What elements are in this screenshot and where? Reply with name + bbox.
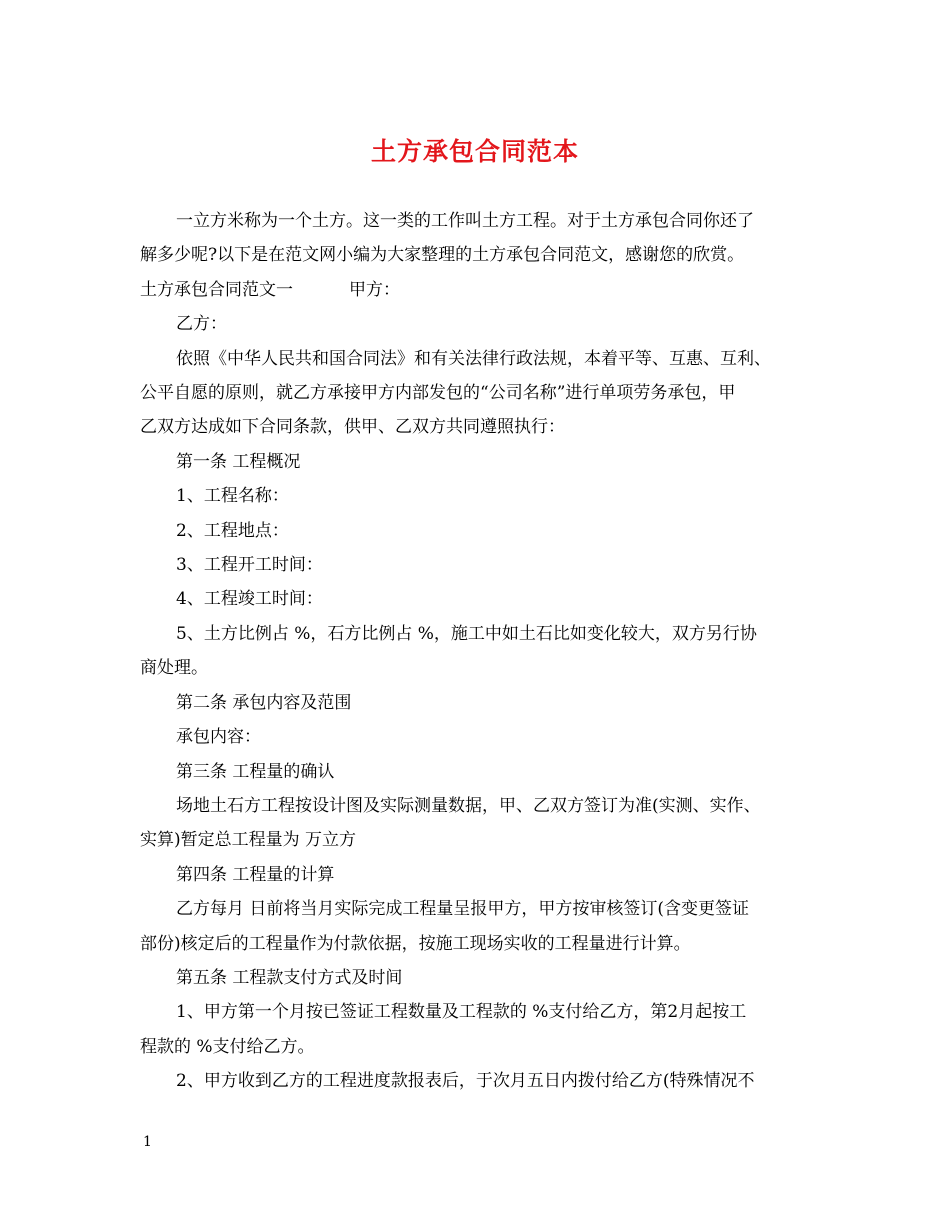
paragraph-line: 乙双方达成如下合同条款，供甲、乙双方共同遵照执行： [140,417,565,438]
document-title: 土方承包合同范本 [370,137,579,166]
paragraph-line [140,273,810,307]
party-a-label: 甲方： [349,279,400,300]
list-item: 5、土方比例占 %，石方比例占 %，施工中如土石比如变化较大，双方另行协 [176,623,757,644]
paragraph-line: 场地土石方工程按设计图及实际测量数据，甲、乙双方签订为准(实测、实作、 [176,795,761,816]
article-heading: 第二条 承包内容及范围 [176,692,352,713]
list-item: 1、工程名称： [176,486,289,507]
paragraph-line: 乙方每月 日前将当月实际完成工程量呈报甲方，甲方按审核签订(含变更签证 [176,899,750,920]
list-item: 2、甲方收到乙方的工程进度款报表后，于次月五日内拨付给乙方(特殊情况不 [176,1071,755,1092]
paragraph-line: 依照《中华人民共和国合同法》和有关法律行政法规，本着平等、互惠、互利、 [176,348,771,369]
paragraph-line: 实算)暂定总工程量为 万立方 [140,830,357,851]
section-heading: 土方承包合同范文一 [140,279,293,300]
page-number: 1 [143,1134,152,1150]
list-item: 2、工程地点： [176,520,289,541]
party-b-label: 乙方： [176,314,227,335]
paragraph-line: 一立方米称为一个土方。这一类的工作叫土方工程。对于土方承包合同你还了 [176,211,754,231]
paragraph-line: 解多少呢?以下是在范文网小编为大家整理的土方承包合同范文，感谢您的欣赏。 [140,245,745,266]
paragraph-line: 程款的 %支付给乙方。 [140,1036,315,1057]
article-heading: 第一条 工程概况 [176,451,301,472]
article-heading: 第五条 工程款支付方式及时间 [176,967,403,988]
list-item: 1、甲方第一个月按已签证工程数量及工程款的 %支付给乙方，第2月起按工 [176,1002,747,1023]
list-item: 4、工程竣工时间： [176,589,323,610]
paragraph-line: 公平自愿的原则，就乙方承接甲方内部发包的“公司名称”进行单项劳务承包，甲 [140,383,736,404]
paragraph-line: 商处理。 [140,658,208,679]
document-body [140,204,810,1099]
list-item: 3、工程开工时间： [176,555,323,576]
article-heading: 第四条 工程量的计算 [176,864,335,885]
paragraph-line: 承包内容： [176,727,261,748]
paragraph-line: 部份)核定后的工程量作为付款依据，按施工现场实收的工程量进行计算。 [140,933,691,954]
article-heading: 第三条 工程量的确认 [176,761,335,782]
